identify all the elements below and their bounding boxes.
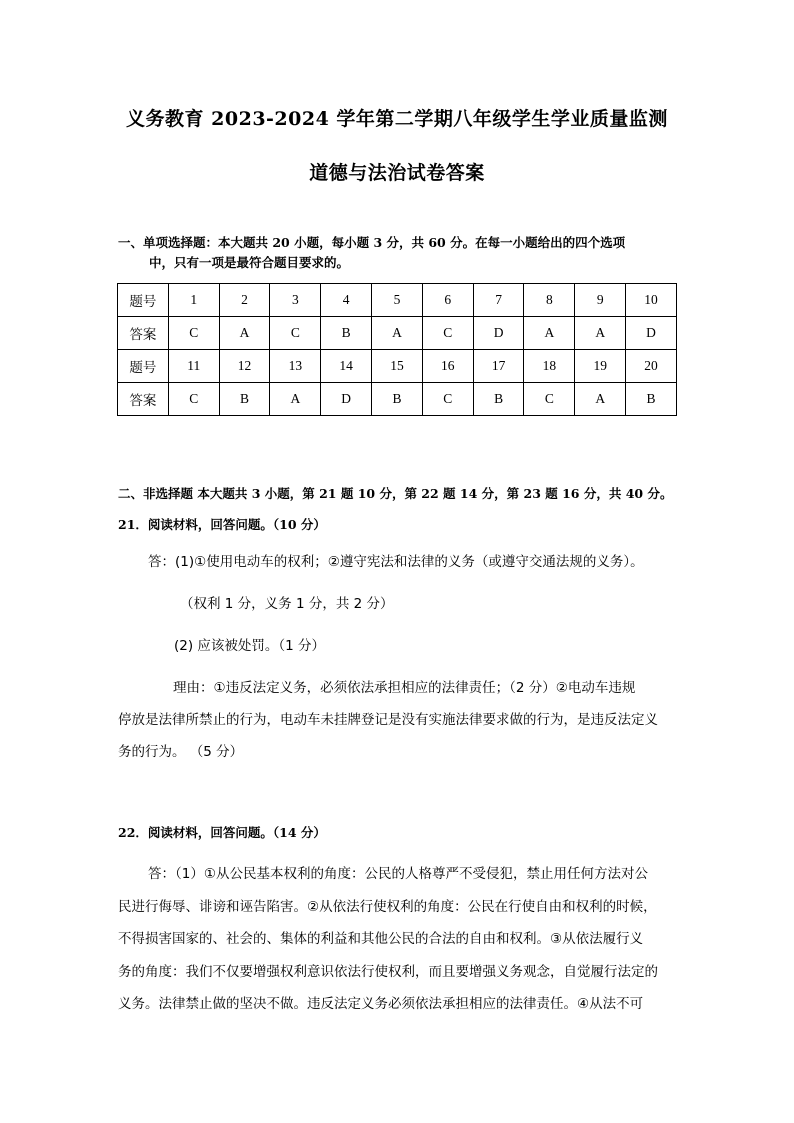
answer-table-cell: B <box>473 383 524 416</box>
answer-table-cell: 8 <box>524 284 575 317</box>
answer-table-cell: C <box>422 317 473 350</box>
answer-table-cell: B <box>626 383 677 416</box>
answer-table-cell: A <box>575 317 626 350</box>
q21-reason <box>118 672 678 768</box>
answer-table-row <box>118 284 677 317</box>
answer-table-row-label: 题号 <box>118 350 169 383</box>
answer-table-cell: 10 <box>626 284 677 317</box>
answer-table-cell: A <box>270 383 321 416</box>
q22-line-5: 义务。法律禁止做的坚决不做。违反法定义务必须依法承担相应的法律责任。④从法不可 <box>118 996 644 1012</box>
answer-table-cell: 14 <box>321 350 372 383</box>
q22-answer <box>118 858 683 1021</box>
answer-table-cell: C <box>422 383 473 416</box>
answer-table-cell: D <box>626 317 677 350</box>
answer-table-cell: 17 <box>473 350 524 383</box>
answer-table-row <box>118 383 677 416</box>
answer-table-row-label: 答案 <box>118 317 169 350</box>
q22-line-4: 务的角度：我们不仅要增强权利意识依法行使权利，而且要增强义务观念，自觉履行法定的 <box>118 963 658 980</box>
answer-table-cell: 3 <box>270 284 321 317</box>
q22-line-2: 民进行侮辱、诽谤和诬告陷害。②从依法行使权利的角度：公民在行使自由和权利的时候， <box>118 898 657 915</box>
answer-table-cell: 4 <box>321 284 372 317</box>
answer-table-cell: B <box>219 383 270 416</box>
answer-table-cell: 12 <box>219 350 270 383</box>
document-subtitle: 道德与法治试卷答案 <box>309 162 485 184</box>
q22-line-3: 不得损害国家的、社会的、集体的利益和其他公民的合法的自由和权利。③从依法履行义 <box>118 931 644 947</box>
answer-table-cell: 2 <box>219 284 270 317</box>
answer-table-cell: 6 <box>422 284 473 317</box>
answer-table-cell: C <box>524 383 575 416</box>
answer-table <box>117 283 677 416</box>
answer-table-row <box>118 350 677 383</box>
answer-table-cell: C <box>270 317 321 350</box>
answer-table-cell: 19 <box>575 350 626 383</box>
q21-answer-part-2: (2) 应该被处罚。（1 分） <box>174 638 326 654</box>
answer-table-cell: 18 <box>524 350 575 383</box>
answer-table-row <box>118 317 677 350</box>
answer-table-cell: C <box>168 317 219 350</box>
answer-table-cell: D <box>473 317 524 350</box>
q21-scoring-note: （权利 1 分，义务 1 分，共 2 分） <box>180 596 394 612</box>
section-1-line-2: 中，只有一项是最符合题目要求的。 <box>149 255 350 270</box>
answer-table-row-label: 题号 <box>118 284 169 317</box>
answer-table-cell: 20 <box>626 350 677 383</box>
answer-table-cell: A <box>524 317 575 350</box>
answer-table-cell: D <box>321 383 372 416</box>
question-22-heading: 22．阅读材料，回答问题。（14 分） <box>118 825 326 840</box>
q22-line-1: 答：（1）①从公民基本权利的角度：公民的人格尊严不受侵犯，禁止用任何方法对公 <box>148 866 648 882</box>
answer-table-cell: 15 <box>372 350 423 383</box>
answer-table-cell: A <box>372 317 423 350</box>
section-2-heading: 二、非选择题 本大题共 3 小题，第 21 题 10 分，第 22 题 14 分，第 23 题 16 分，共 40 分。 <box>118 486 673 501</box>
q21-reason-line-1: 理由：①违反法定义务，必须依法承担相应的法律责任；（2 分）②电动车违规 <box>173 680 636 696</box>
answer-table-cell: 11 <box>168 350 219 383</box>
section-1-instructions <box>118 233 678 273</box>
q21-answer-part-1: 答：(1)①使用电动车的权利；②遵守宪法和法律的义务（或遵守交通法规的义务）。 <box>148 554 644 570</box>
answer-table-cell: C <box>168 383 219 416</box>
answer-table-cell: 13 <box>270 350 321 383</box>
section-1-line-1: 一、单项选择题：本大题共 20 小题，每小题 3 分，共 60 分。在每一小题给出的四个选项 <box>118 235 626 250</box>
question-21-heading: 21．阅读材料，回答问题。（10 分） <box>118 517 326 532</box>
answer-table-cell: 5 <box>372 284 423 317</box>
answer-table-row-label: 答案 <box>118 383 169 416</box>
q21-reason-line-2: 停放是法律所禁止的行为，电动车未挂牌登记是没有实施法律要求做的行为，是违反法定义 <box>118 712 658 728</box>
answer-table-cell: 9 <box>575 284 626 317</box>
q21-reason-line-3: 务的行为。 （5 分） <box>118 744 244 760</box>
document-title: 义务教育 2023-2024 学年第二学期八年级学生学业质量监测 <box>126 108 668 130</box>
answer-table-cell: A <box>575 383 626 416</box>
answer-table-cell: B <box>321 317 372 350</box>
answer-table-cell: 1 <box>168 284 219 317</box>
answer-table-cell: A <box>219 317 270 350</box>
answer-table-cell: 7 <box>473 284 524 317</box>
answer-table-cell: B <box>372 383 423 416</box>
answer-table-cell: 16 <box>422 350 473 383</box>
